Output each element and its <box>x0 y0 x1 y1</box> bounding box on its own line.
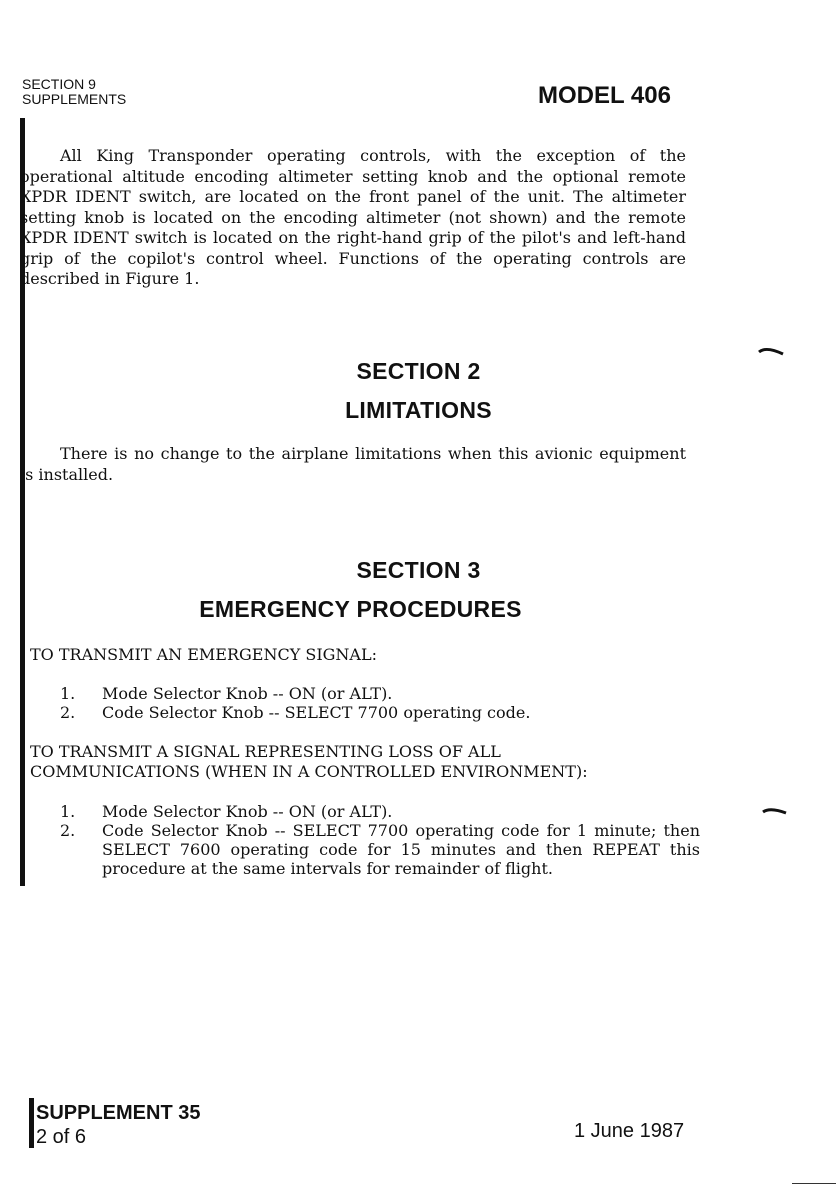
procedure-1-steps <box>60 684 700 722</box>
section-2-title: LIMITATIONS <box>345 397 492 423</box>
section-2-number: SECTION 2 <box>356 358 481 384</box>
supplement-number: SUPPLEMENT 35 <box>36 1102 201 1124</box>
section-name: SUPPLEMENTS <box>22 91 127 107</box>
procedure-2-title-line2: COMMUNICATIONS (WHEN IN A CONTROLLED ENVIRONMENT): <box>30 762 588 781</box>
limitations-text: There is no change to the airplane limitations when this avionic equipment is installed. <box>20 444 686 484</box>
footer-revision-bar <box>29 1098 34 1148</box>
limitations-paragraph <box>20 444 686 485</box>
list-item <box>60 703 700 722</box>
model-title: MODEL 406 <box>538 82 671 109</box>
page-number: 2 of 6 <box>36 1126 87 1148</box>
list-item <box>60 821 700 878</box>
procedure-1-title: TO TRANSMIT AN EMERGENCY SIGNAL: <box>30 645 377 664</box>
section-3-title: EMERGENCY PROCEDURES <box>199 596 522 622</box>
footer-supplement-block <box>36 1101 200 1149</box>
margin-mark-icon <box>762 806 788 816</box>
procedure-2-title-line1: TO TRANSMIT A SIGNAL REPRESENTING LOSS OF ALL <box>30 742 501 761</box>
procedure-2-title <box>30 742 710 782</box>
list-item <box>60 802 700 821</box>
margin-mark-icon <box>758 346 784 356</box>
section-label <box>22 77 126 107</box>
step-text: Mode Selector Knob -- ON (or ALT). <box>102 802 393 821</box>
revision-date: 1 June 1987 <box>574 1120 685 1142</box>
intro-text: All King Transponder operating controls, with the exception of the operational altitude encoding altimeter setting knob and the optional remote XPDR IDENT switch, are located on the front panel of the unit. The altimeter setting knob is located on the encoding altimeter (not shown) and the remote XPDR IDENT switch is located on the right-hand grip of the pilot's and left-hand grip of the copilot's control wheel. Functions of the operating controls are described in Figure 1. <box>20 146 686 288</box>
footer-rule <box>792 1183 836 1184</box>
step-text: Code Selector Knob -- SELECT 7700 operating code. <box>102 703 531 722</box>
list-item <box>60 684 700 703</box>
procedure-2-steps <box>60 802 700 878</box>
step-text: Code Selector Knob -- SELECT 7700 operating code for 1 minute; then SELECT 7600 operating code for 15 minutes and then REPEAT this procedure at the same intervals for remainder of flight. <box>102 821 700 878</box>
step-number: 1. <box>60 802 76 821</box>
section-number: SECTION 9 <box>22 76 96 92</box>
step-number: 2. <box>60 821 76 840</box>
section-3-number: SECTION 3 <box>356 557 481 583</box>
intro-paragraph <box>20 146 686 290</box>
step-text: Mode Selector Knob -- ON (or ALT). <box>102 684 393 703</box>
step-number: 1. <box>60 684 76 703</box>
step-number: 2. <box>60 703 76 722</box>
